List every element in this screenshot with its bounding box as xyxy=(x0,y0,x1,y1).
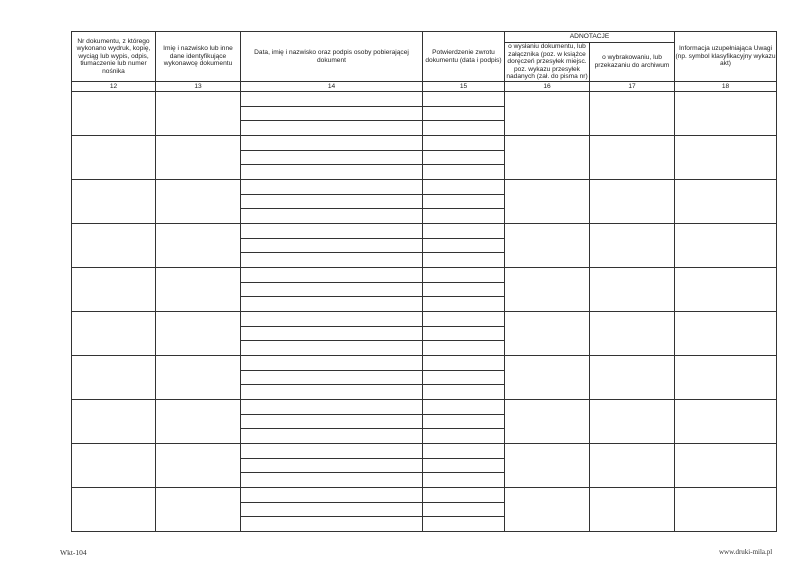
entry-line[interactable] xyxy=(241,444,422,459)
column-number: 16 xyxy=(505,82,590,92)
table-row xyxy=(72,312,777,356)
entry-line[interactable] xyxy=(423,136,504,151)
table-body xyxy=(72,92,777,532)
entry-line[interactable] xyxy=(241,341,422,355)
pickup-signature-cell[interactable] xyxy=(241,268,423,312)
form-cell[interactable] xyxy=(675,268,777,312)
header-additional-info: Informacja uzupełniająca Uwagi (np. symbol klasyfikacyjny wykazu akt) xyxy=(675,32,777,82)
entry-line[interactable] xyxy=(423,195,504,210)
return-confirmation-cell[interactable] xyxy=(423,444,505,488)
return-confirmation-cell[interactable] xyxy=(423,136,505,180)
header-executor-name: Imię i nazwisko lub inne dane identyfikujące wykonawcę dokumentu xyxy=(156,32,241,82)
header-document-number: Nr dokumentu, z którego wykonano wydruk, kopię, wyciąg lub wypis, odpis, tłumaczenie lub numer nośnika xyxy=(72,32,156,82)
return-confirmation-cell[interactable] xyxy=(423,488,505,532)
form-cell[interactable] xyxy=(590,400,675,444)
form-cell[interactable] xyxy=(675,356,777,400)
pickup-signature-cell[interactable] xyxy=(241,400,423,444)
column-number: 14 xyxy=(241,82,423,92)
pickup-signature-cell[interactable] xyxy=(241,488,423,532)
entry-line[interactable] xyxy=(423,371,504,386)
form-cell[interactable] xyxy=(156,400,241,444)
entry-line[interactable] xyxy=(241,224,422,239)
entry-line[interactable] xyxy=(241,209,422,223)
entry-line[interactable] xyxy=(423,92,504,107)
form-cell[interactable] xyxy=(505,224,590,268)
entry-line[interactable] xyxy=(423,151,504,166)
form-cell[interactable] xyxy=(505,400,590,444)
entry-line[interactable] xyxy=(423,473,504,487)
entry-line[interactable] xyxy=(423,283,504,298)
form-cell[interactable] xyxy=(72,180,156,224)
form-cell[interactable] xyxy=(675,444,777,488)
pickup-signature-cell[interactable] xyxy=(241,356,423,400)
form-cell[interactable] xyxy=(72,400,156,444)
entry-line[interactable] xyxy=(241,517,422,531)
entry-line[interactable] xyxy=(241,312,422,327)
entry-line[interactable] xyxy=(241,297,422,311)
form-cell[interactable] xyxy=(590,180,675,224)
form-cell[interactable] xyxy=(590,136,675,180)
entry-line[interactable] xyxy=(241,195,422,210)
table-row xyxy=(72,92,777,136)
register-table xyxy=(71,31,777,532)
pickup-signature-cell[interactable] xyxy=(241,444,423,488)
entry-line[interactable] xyxy=(423,165,504,179)
entry-line[interactable] xyxy=(423,503,504,518)
entry-line[interactable] xyxy=(241,151,422,166)
entry-line[interactable] xyxy=(241,107,422,122)
pickup-signature-cell[interactable] xyxy=(241,136,423,180)
form-cell[interactable] xyxy=(675,488,777,532)
return-confirmation-cell[interactable] xyxy=(423,268,505,312)
entry-line[interactable] xyxy=(423,224,504,239)
entry-line[interactable] xyxy=(423,400,504,415)
table-row xyxy=(72,444,777,488)
return-confirmation-cell[interactable] xyxy=(423,312,505,356)
entry-line[interactable] xyxy=(241,356,422,371)
form-cell[interactable] xyxy=(72,268,156,312)
form-cell[interactable] xyxy=(590,488,675,532)
form-cell[interactable] xyxy=(505,444,590,488)
entry-line[interactable] xyxy=(423,517,504,531)
form-cell[interactable] xyxy=(156,268,241,312)
form-cell[interactable] xyxy=(505,312,590,356)
entry-line[interactable] xyxy=(423,385,504,399)
table-row xyxy=(72,136,777,180)
form-cell[interactable] xyxy=(675,136,777,180)
form-cell[interactable] xyxy=(156,180,241,224)
form-cell[interactable] xyxy=(590,356,675,400)
pickup-signature-cell[interactable] xyxy=(241,180,423,224)
entry-line[interactable] xyxy=(423,121,504,135)
form-cell[interactable] xyxy=(72,356,156,400)
column-number: 13 xyxy=(156,82,241,92)
form-cell[interactable] xyxy=(675,312,777,356)
website-footer: www.druki-mila.pl xyxy=(719,548,773,556)
form-cell[interactable] xyxy=(590,268,675,312)
form-cell[interactable] xyxy=(72,312,156,356)
entry-line[interactable] xyxy=(423,459,504,474)
form-cell[interactable] xyxy=(590,312,675,356)
entry-line[interactable] xyxy=(241,165,422,179)
pickup-signature-cell[interactable] xyxy=(241,92,423,136)
form-cell[interactable] xyxy=(505,136,590,180)
form-cell[interactable] xyxy=(156,356,241,400)
entry-line[interactable] xyxy=(241,385,422,399)
entry-line[interactable] xyxy=(423,253,504,267)
form-cell[interactable] xyxy=(156,444,241,488)
entry-line[interactable] xyxy=(241,239,422,254)
header-adnotacje: ADNOTACJE xyxy=(505,32,675,43)
entry-line[interactable] xyxy=(241,415,422,430)
form-code: Wkt-104 xyxy=(60,548,87,557)
column-number-row xyxy=(72,82,777,92)
form-cell[interactable] xyxy=(675,92,777,136)
entry-line[interactable] xyxy=(423,341,504,355)
form-cell[interactable] xyxy=(505,268,590,312)
entry-line[interactable] xyxy=(423,429,504,443)
entry-line[interactable] xyxy=(423,107,504,122)
table-row xyxy=(72,356,777,400)
form-cell[interactable] xyxy=(675,224,777,268)
form-cell[interactable] xyxy=(156,224,241,268)
entry-line[interactable] xyxy=(423,488,504,503)
entry-line[interactable] xyxy=(423,415,504,430)
form-cell[interactable] xyxy=(156,488,241,532)
entry-line[interactable] xyxy=(423,268,504,283)
entry-line[interactable] xyxy=(241,473,422,487)
entry-line[interactable] xyxy=(423,209,504,223)
entry-line[interactable] xyxy=(423,312,504,327)
form-cell[interactable] xyxy=(72,224,156,268)
form-cell[interactable] xyxy=(72,92,156,136)
form-cell[interactable] xyxy=(156,136,241,180)
form-cell[interactable] xyxy=(675,400,777,444)
entry-line[interactable] xyxy=(241,283,422,298)
entry-line[interactable] xyxy=(423,180,504,195)
table-row xyxy=(72,268,777,312)
column-number: 18 xyxy=(675,82,777,92)
entry-line[interactable] xyxy=(241,400,422,415)
header-dispatch-note: o wysłaniu dokumentu, lub załącznika (poz. w książce doręczeń przesyłek miejsc. poz. wykazu przesyłek nadanych (zał. do pisma nr) xyxy=(506,43,588,81)
entry-line[interactable] xyxy=(241,121,422,135)
entry-line[interactable] xyxy=(241,429,422,443)
entry-line[interactable] xyxy=(241,180,422,195)
pickup-signature-cell[interactable] xyxy=(241,224,423,268)
form-cell[interactable] xyxy=(156,312,241,356)
entry-line[interactable] xyxy=(241,136,422,151)
table-row xyxy=(72,400,777,444)
table-row xyxy=(72,224,777,268)
column-number: 15 xyxy=(423,82,505,92)
entry-line[interactable] xyxy=(241,371,422,386)
table-row xyxy=(72,180,777,224)
entry-line[interactable] xyxy=(241,488,422,503)
form-cell[interactable] xyxy=(505,356,590,400)
entry-line[interactable] xyxy=(423,444,504,459)
entry-line[interactable] xyxy=(423,356,504,371)
entry-line[interactable] xyxy=(423,239,504,254)
return-confirmation-cell[interactable] xyxy=(423,356,505,400)
form-cell[interactable] xyxy=(505,488,590,532)
entry-line[interactable] xyxy=(241,268,422,283)
return-confirmation-cell[interactable] xyxy=(423,224,505,268)
form-cell[interactable] xyxy=(72,488,156,532)
table-row xyxy=(72,488,777,532)
form-cell[interactable] xyxy=(590,92,675,136)
header-pickup-signature: Data, imię i nazwisko oraz podpis osoby pobierającej dokument xyxy=(241,32,423,82)
entry-line[interactable] xyxy=(423,327,504,342)
form-cell[interactable] xyxy=(675,180,777,224)
column-number: 12 xyxy=(72,82,156,92)
entry-line[interactable] xyxy=(241,503,422,518)
entry-line[interactable] xyxy=(241,459,422,474)
entry-line[interactable] xyxy=(241,92,422,107)
column-number: 17 xyxy=(590,82,675,92)
entry-line[interactable] xyxy=(423,297,504,311)
header-archive-note: o wybrakowaniu, lub przekazaniu do archiwum xyxy=(590,43,675,82)
entry-line[interactable] xyxy=(241,327,422,342)
form-cell[interactable] xyxy=(505,180,590,224)
form-cell[interactable] xyxy=(590,224,675,268)
form-cell[interactable] xyxy=(505,92,590,136)
entry-line[interactable] xyxy=(241,253,422,267)
return-confirmation-cell[interactable] xyxy=(423,400,505,444)
header-return-confirmation: Potwierdzenie zwrotu dokumentu (data i podpis) xyxy=(423,32,505,82)
return-confirmation-cell[interactable] xyxy=(423,180,505,224)
form-cell[interactable] xyxy=(72,136,156,180)
form-cell[interactable] xyxy=(72,444,156,488)
pickup-signature-cell[interactable] xyxy=(241,312,423,356)
return-confirmation-cell[interactable] xyxy=(423,92,505,136)
form-cell[interactable] xyxy=(590,444,675,488)
form-cell[interactable] xyxy=(156,92,241,136)
